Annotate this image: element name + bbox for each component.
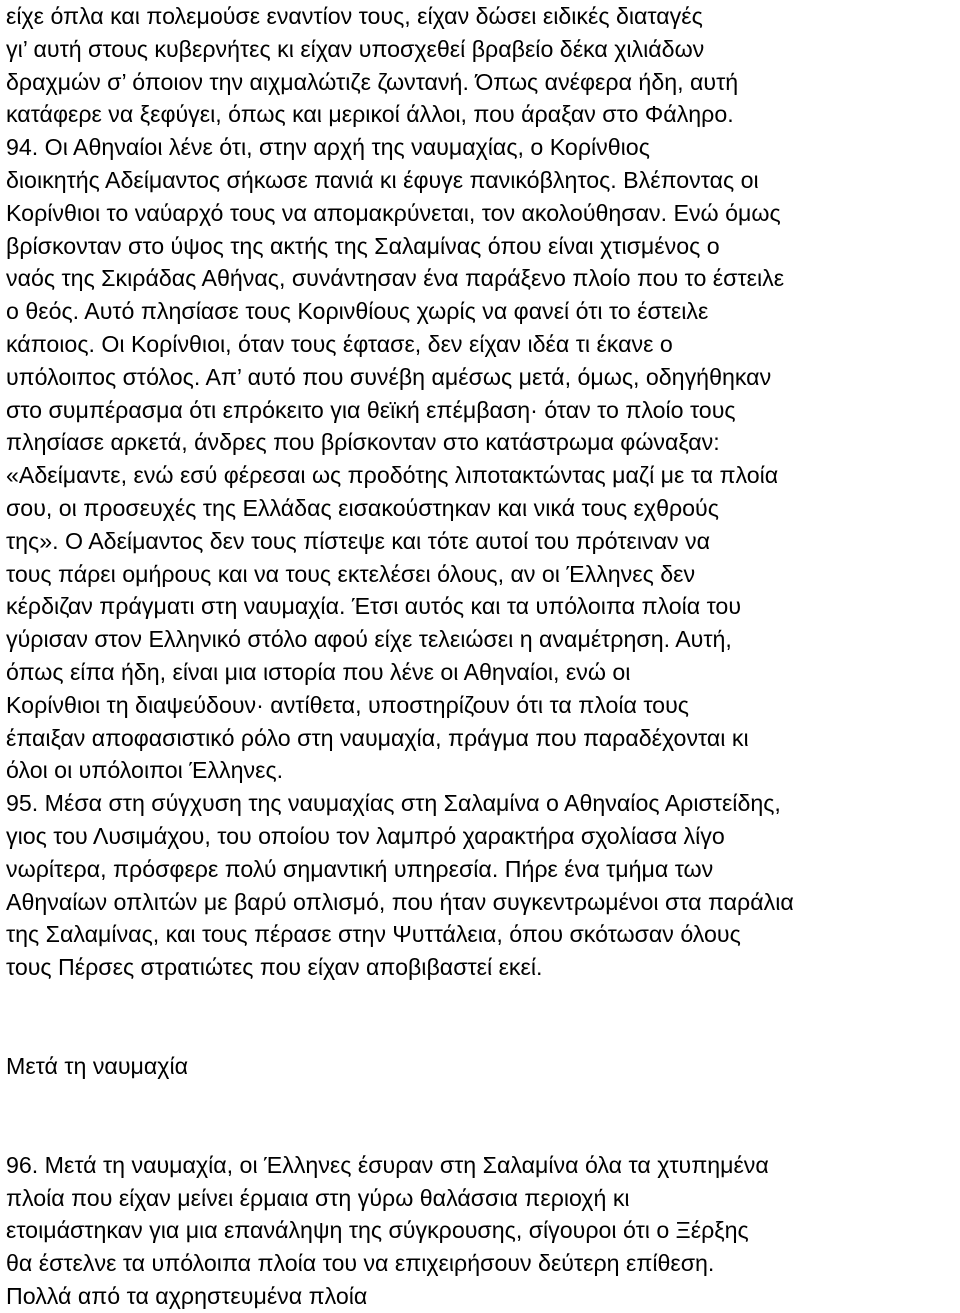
text-line: ο θεός. Αυτό πλησίασε τους Κορινθίους χωρίς να φανεί ότι το έστειλε xyxy=(6,298,709,325)
text-line: έπαιξαν αποφασιστικό ρόλο στη ναυμαχία, πράγμα που παραδέχονται κι xyxy=(6,724,749,751)
spacer xyxy=(6,984,958,1050)
text-line: Κορίνθιοι το ναύαρχό τους να απομακρύνεται, τον ακολούθησαν. Ενώ όμως xyxy=(6,199,781,226)
text-line: 96. Μετά τη ναυμαχία, οι Έλληνες έσυραν στη Σαλαμίνα όλα τα χτυπημένα xyxy=(6,1151,769,1178)
section-heading: Μετά τη ναυμαχία xyxy=(6,1052,189,1079)
paragraph-block-1 xyxy=(6,0,958,984)
text-line: σου, οι προσευχές της Ελλάδας εισακούστηκαν και νικά τους εχθρούς xyxy=(6,494,719,521)
text-line: της». Ο Αδείμαντος δεν τους πίστεψε και τότε αυτοί του πρότειναν να xyxy=(6,527,711,554)
text-line: θα έστελνε τα υπόλοιπα πλοία του να επιχειρήσουν δεύτερη επίθεση. xyxy=(6,1250,715,1277)
text-line: της Σαλαμίνας, και τους πέρασε στην Ψυττάλεια, όπου σκότωσαν όλους xyxy=(6,921,741,948)
text-line: τους Πέρσες στρατιώτες που είχαν αποβιβαστεί εκεί. xyxy=(6,954,543,981)
text-line: γιος του Λυσιμάχου, του οποίου τον λαμπρό χαρακτήρα σχολίασα λίγο xyxy=(6,822,725,849)
text-line: γι’ αυτή στους κυβερνήτες κι είχαν υποσχεθεί βραβείο δέκα χιλιάδων xyxy=(6,35,705,62)
text-line: «Αδείμαντε, ενώ εσύ φέρεσαι ως προδότης λιποτακτώντας μαζί με τα πλοία xyxy=(6,462,779,489)
text-line: ετοιμάστηκαν για μια επανάληψη της σύγκρουσης, σίγουροι ότι ο Ξέρξης xyxy=(6,1217,749,1244)
text-line: 94. Οι Αθηναίοι λένε ότι, στην αρχή της ναυμαχίας, ο Κορίνθιος xyxy=(6,134,650,161)
text-line: ναός της Σκιράδας Αθήνας, συνάντησαν ένα παράξενο πλοίο που το έστειλε xyxy=(6,265,785,292)
text-line: υπόλοιπος στόλος. Απ’ αυτό που συνέβη αμέσως μετά, όμως, οδηγήθηκαν xyxy=(6,363,772,390)
text-line: Κορίνθιοι τη διαψεύδουν· αντίθετα, υποστηρίζουν ότι τα πλοία τους xyxy=(6,691,689,718)
text-line: όπως είπα ήδη, είναι μια ιστορία που λένε οι Αθηναίοι, ενώ οι xyxy=(6,658,631,685)
text-line: όλοι οι υπόλοιποι Έλληνες. xyxy=(6,757,284,784)
text-line: 95. Μέσα στη σύγχυση της ναυμαχίας στη Σαλαμίνα ο Αθηναίος Αριστείδης, xyxy=(6,790,781,817)
text-line: διοικητής Αδείμαντος σήκωσε πανιά κι έφυγε πανικόβλητος. Βλέποντας οι xyxy=(6,166,759,193)
text-line: τους πάρει ομήρους και να τους εκτελέσει όλους, αν οι Έλληνες δεν xyxy=(6,560,696,587)
text-line: είχε όπλα και πολεμούσε εναντίον τους, είχαν δώσει ειδικές διαταγές xyxy=(6,3,703,29)
text-line: Αθηναίων οπλιτών με βαρύ οπλισμό, που ήταν συγκεντρωμένοι στα παράλια xyxy=(6,888,794,915)
spacer xyxy=(6,1083,958,1149)
text-line: γύρισαν στον Ελληνικό στόλο αφού είχε τελειώσει η αναμέτρηση. Αυτή, xyxy=(6,626,732,653)
text-line: πλοία που είχαν μείνει έρμαια στη γύρω θαλάσσια περιοχή κι xyxy=(6,1184,630,1211)
text-line: πλησίασε αρκετά, άνδρες που βρίσκονταν στο κατάστρωμα φώναξαν: xyxy=(6,429,720,456)
text-line: κατάφερε να ξεφύγει, όπως και μερικοί άλλοι, που άραξαν στο Φάληρο. xyxy=(6,101,734,128)
text-line: Πολλά από τα αχρηστευμένα πλοία xyxy=(6,1282,368,1309)
text-line: νωρίτερα, πρόσφερε πολύ σημαντική υπηρεσία. Πήρε ένα τμήμα των xyxy=(6,855,714,882)
text-line: κάποιος. Οι Κορίνθιοι, όταν τους έφτασε, δεν είχαν ιδέα τι έκανε ο xyxy=(6,330,673,357)
text-line: δραχμών σ’ όποιον την αιχμαλώτιζε ζωντανή. Όπως ανέφερα ήδη, αυτή xyxy=(6,68,739,95)
document-page xyxy=(6,0,958,1313)
text-line: κέρδιζαν πράγματι στη ναυμαχία. Έτσι αυτός και τα υπόλοιπα πλοία του xyxy=(6,593,742,620)
paragraph-block-2 xyxy=(6,1149,958,1313)
text-line: στο συμπέρασμα ότι επρόκειτο για θεϊκή επέμβαση· όταν το πλοίο τους xyxy=(6,396,736,423)
text-line: βρίσκονταν στο ύψος της ακτής της Σαλαμίνας όπου είναι χτισμένος ο xyxy=(6,232,720,259)
